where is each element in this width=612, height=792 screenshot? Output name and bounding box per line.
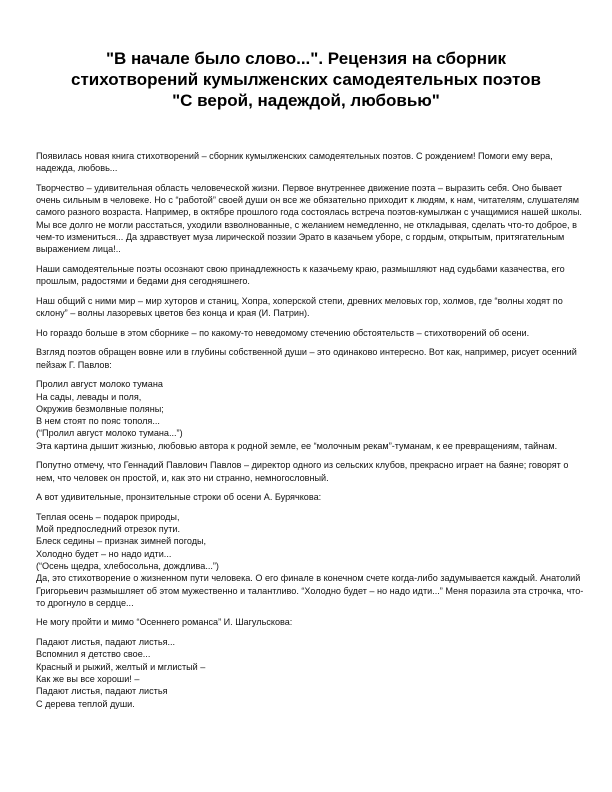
paragraph-autumn-poems: Но гораздо больше в этом сборнике – по какому-то неведомому стечению обстоятельств – стихотворений об осени. — [36, 327, 530, 338]
paragraph-pavlov-bio: Попутно отмечу, что Геннадий Павлович Павлов – директор одного из сельских клубов, прекрасно играет на баяне; говорят о нем, что человек он простой, и, как это ни странно, немногословный. — [36, 460, 569, 483]
paragraph-poets-view: Взгляд поэтов обращен вовне или в глубины собственной души – это одинаково интересно. Вот как, например, рисует осенний пейзаж Г. Павлов: — [36, 347, 577, 370]
document-title: "В начале было слово...". Рецензия на сборник стихотворений кумылженских самодеятельных поэтов "С верой, надеждой, любовью" — [71, 49, 541, 110]
paragraph-common-world: Наш общий с ними мир – мир хуторов и станиц, Хопра, хоперской степи, древних меловых гор, холмов, где “волны ходят по склону” – волны лазоревых цветов без конца и края (И. Патрин). — [36, 295, 563, 319]
poem-shagulskov: Падают листья, падают листья... Вспомнил я детство свое... Красный и рыжий, желтый и мглистый – Как же вы все хороши! – Падают листья, падают листья С дерева теплой души. — [36, 637, 206, 709]
document-body — [36, 150, 584, 710]
paragraph-creativity: Творчество – удивительная область человеческой жизни. Первое внутреннее движение поэта – выразить себя. Оно бывает очень сильным в человеке. Но с “работой” своей души он все же обязательно приходит к людям, к нам, читателям, слушателям самого разного возраста. Например, в октябре прошлого года состоялась встреча поэтов-кумылжан с учащимися нашей школы. Мы все долго не могли расстаться, уходили взволнованные, с желанием немедленно, не откладывая, сделать что-то доброе, в чем-то измениться... Да здравствует муза лирической поэзии Эрато в казачьем уборе, с гордым, открытым, притягательным выражением лица!.. — [36, 182, 582, 255]
poem-buryachkov: Теплая осень – подарок природы, Мой предпоследний отрезок пути. Блеск седины – признак зимней погоды, Холодно будет – но надо идти... (“Осень щедра, хлебосольна, дождлива...”) Да, это стихотворение о жизненном пути человека. О его финале в конечном счете когда-либо задумывается каждый. Анатолий Григорьевич размышляет об этом мужественно и талантливо. “Холодно будет – но надо идти...” Меня поразила эта строчка, что-то дрогнуло в сердце... — [36, 511, 584, 608]
paragraph-shagulskov-intro: Не могу пройти и мимо “Осеннего романса” И. Шагульскова: — [36, 617, 293, 628]
paragraph-buryachkov-intro: А вот удивительные, пронзительные строки об осени А. Бурячкова: — [36, 492, 322, 503]
paragraph-intro: Появилась новая книга стихотворений – сборник кумылженских самодеятельных поэтов. С рождением! Помоги ему вера, надежда, любовь... — [36, 151, 553, 174]
poem-pavlov: Пролил август молоко тумана На сады, левады и поля, Окружив безмолвные поляны; В нем стоят по пояс тополя... (“Пролил август молоко тумана...”) Эта картина дышит жизнью, любовью автора к родной земле, ее “молочным рекам”-туманам, к ее превращениям, тайнам. — [36, 379, 558, 451]
paragraph-cossack-land: Наши самодеятельные поэты осознают свою принадлежность к казачьему краю, размышляют над судьбами казачества, его прошлым, радостями и бедами дня сегодняшнего. — [36, 263, 565, 287]
